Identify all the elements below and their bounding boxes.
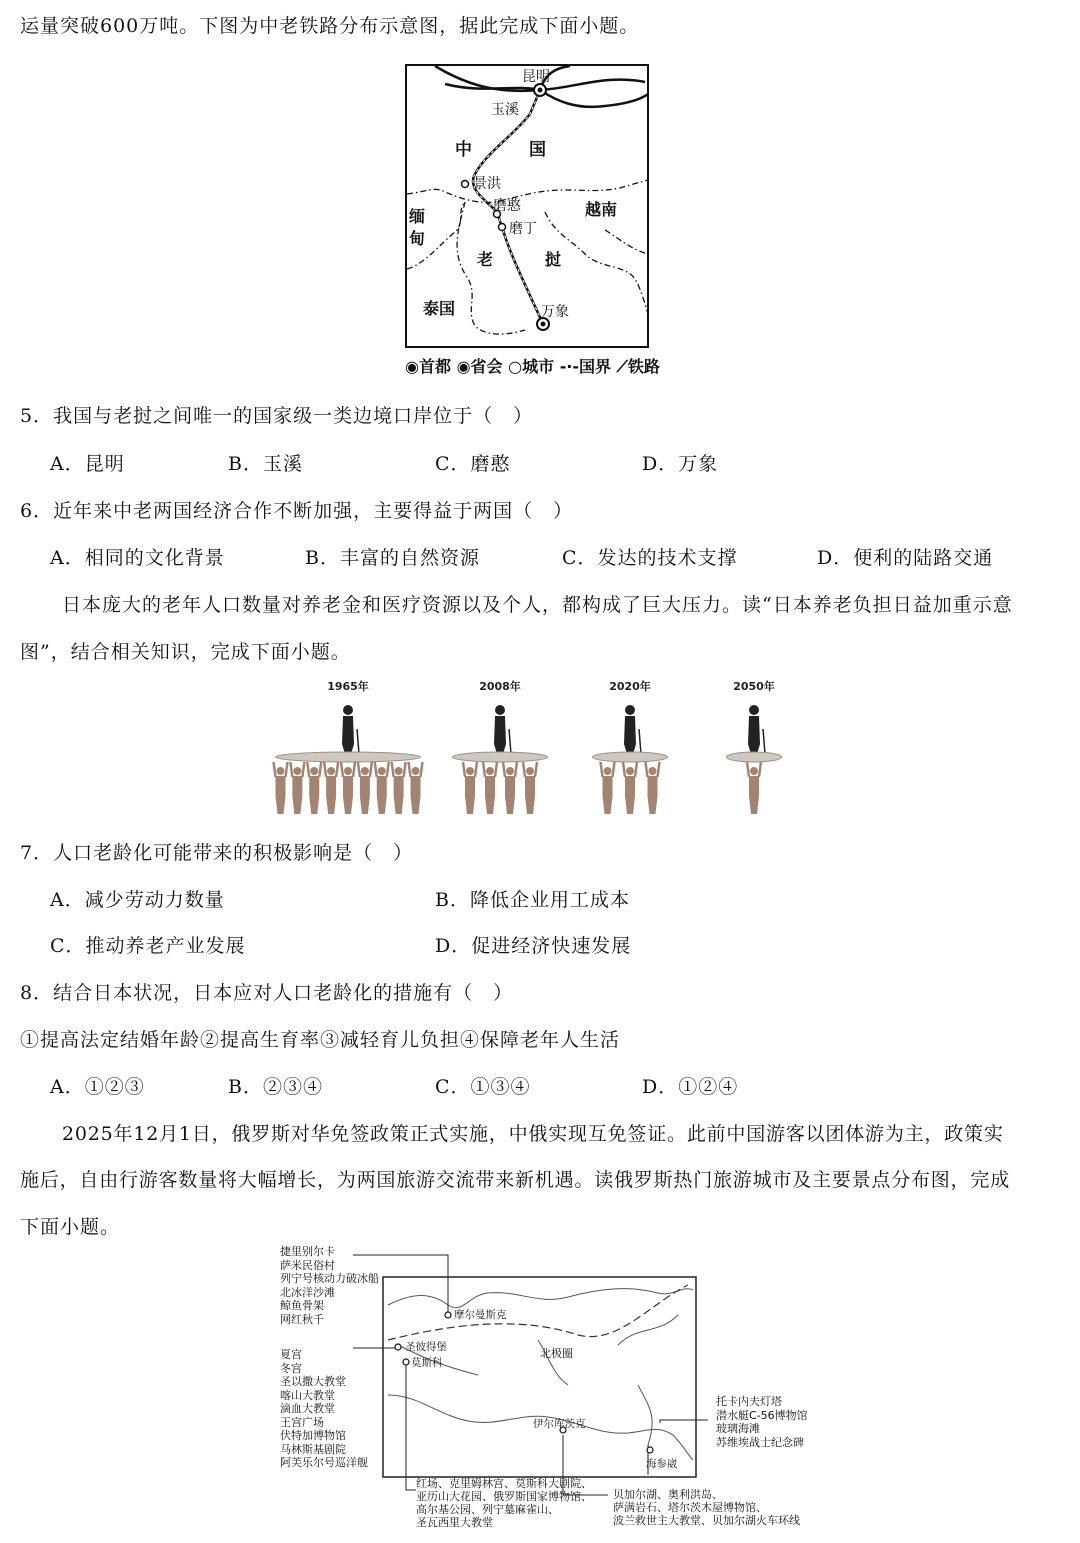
china-laos-railway-map [405,64,650,349]
elder-cane [639,729,641,754]
stpetersburg-sight-item: 伏特加博物馆 [280,1429,346,1442]
supporter-body [749,776,759,814]
q5-option-a[interactable]: A．昆明 [50,453,125,475]
supporter-arm [324,762,326,777]
murmansk-sight-item: 列宁号核动力破冰船 [280,1272,379,1285]
label-laos-1: 老 [477,250,494,269]
q6-option-d[interactable]: D．便利的陆路交通 [817,547,994,569]
q7-option-a[interactable]: A．减少劳动力数量 [50,889,225,911]
supporter-body [648,776,658,814]
railway-line-icon: ⟋ [616,357,628,376]
year-label: 1965年 [327,680,369,693]
elder-body [624,716,636,754]
legend-railway: 铁路 [627,357,660,376]
supporter-body [525,776,535,814]
supporter-body [394,776,404,814]
supporter-head [506,767,514,775]
intro-text: 运量突破600万吨。下图为中老铁路分布示意图，据此完成下面小题。 [20,15,640,37]
q7-option-d[interactable]: D．促进经济快速发展 [435,935,632,957]
japan-aging-burden-figure [270,674,790,819]
supporter-head [649,767,657,775]
supporter-body [292,776,302,814]
elder-head [749,705,759,715]
supporter-arm [646,762,648,777]
supporter-arm [475,762,477,777]
elder-cane [509,729,511,754]
supporter-body [326,776,336,814]
supporter-head [750,767,758,775]
stpetersburg-sight-item: 圣以撒大教堂 [280,1375,346,1388]
q6-stem: 6．近年来中老两国经济合作不断加强，主要得益于两国（ ） [20,500,574,522]
irkutsk-sight-item: 萨满岩石、塔尔茨木屋博物馆、 [613,1501,767,1514]
supporter-body [603,776,613,814]
label-boten: 磨丁 [509,221,537,237]
city-stpetersburg: 圣彼得堡 [405,1341,447,1353]
supporter-arm [341,762,343,777]
irkutsk-sight-item: 波兰救世主大教堂、贝加尔湖火车环线 [613,1514,800,1527]
supporter-arm [392,762,394,777]
supporter-head [412,767,420,775]
elder-body [494,716,506,754]
legend-capital: 首都 [418,357,451,376]
q8-option-c[interactable]: C．①③④ [435,1076,531,1098]
capital-icon: ◉ [405,357,419,376]
supporter-arm [523,762,525,777]
elder-body [748,716,760,754]
supporter-arm [503,762,505,777]
stpetersburg-sight-item: 阿芙乐尔号巡洋舰 [280,1456,368,1469]
supporter-body [485,776,495,814]
passage2-line1: 日本庞大的老年人口数量对养老金和医疗资源以及个人，都构成了巨大压力。读“日本养老负担日益加重示意 [62,594,1013,616]
vladivostok-sight-item: 托卡内夫灯塔 [716,1395,782,1408]
stpetersburg-sight-item: 夏宫 [280,1348,302,1361]
q7-option-b[interactable]: B．降低企业用工成本 [435,889,630,911]
year-label: 2050年 [733,680,775,693]
platform [593,752,668,762]
supporter-arm [495,762,497,777]
legend-provincial: 省会 [470,357,503,376]
murmansk-sights-list [280,1245,379,1326]
label-myanmar-2: 甸 [409,229,426,248]
supporter-head [626,767,634,775]
elder-body [342,716,354,754]
label-china-2: 国 [529,140,546,160]
supporter-head [327,767,335,775]
passage3-line3: 下面小题。 [20,1216,121,1238]
supporter-head [361,767,369,775]
elder-head [625,705,635,715]
city-moscow: 莫斯科 [411,1357,443,1369]
supporter-arm [387,762,389,777]
supporter-arm [623,762,625,777]
q8-stem: 8．结合日本状况，日本应对人口老龄化的措施有（ ） [20,982,514,1004]
supporter-arm [286,762,288,777]
moscow-sight-item: 圣瓦西里大教堂 [416,1516,493,1529]
murmansk-sight-item: 捷里别尔卡 [280,1245,335,1258]
supporter-head [466,767,474,775]
year-label: 2020年 [609,680,651,693]
stpetersburg-sight-item: 滴血大教堂 [280,1402,335,1415]
supporter-head [526,767,534,775]
supporter-arm [635,762,637,777]
moscow-sight-item: 高尔基公园、列宁墓麻雀山、 [416,1503,559,1516]
stpetersburg-sights-list [280,1348,368,1470]
supporter-head [277,767,285,775]
label-mohan: 磨憨 [493,198,521,214]
supporter-body [276,776,286,814]
label-jinghong: 景洪 [473,176,501,192]
elder-head [343,705,353,715]
platform [453,752,548,762]
supporter-arm [421,762,423,777]
supporter-body [377,776,387,814]
passage2-line2: 图”，结合相关知识，完成下面小题。 [20,641,351,663]
label-arctic-circle: 北极圈 [540,1347,573,1360]
moscow-sights-list [416,1477,592,1529]
supporter-head [378,767,386,775]
supporter-body [309,776,319,814]
label-laos-2: 挝 [545,250,562,269]
legend-border: 国界 [579,357,612,376]
border-line-icon: -·- [559,357,580,376]
supporter-arm [515,762,517,777]
supporter-arm [358,762,360,777]
murmansk-sight-item: 鲸鱼骨架 [280,1299,324,1312]
label-kunming: 昆明 [522,69,550,85]
q5-stem: 5．我国与老挝之间唯一的国家级一类边境口岸位于（ ） [20,405,534,427]
q6-option-b[interactable]: B．丰富的自然资源 [305,547,480,569]
supporter-arm [375,762,377,777]
passage3-line2: 施后，自由行游客数量将大幅增长，为两国旅游交流带来新机遇。读俄罗斯热门旅游城市及主要景点分布图，完成 [20,1169,1011,1191]
supporter-body [343,776,353,814]
q8-option-a[interactable]: A．①②③ [50,1076,145,1098]
city-vladivostok: 海参崴 [646,1458,678,1470]
supporter-arm [601,762,603,777]
legend-city: 城市 [522,357,555,376]
supporter-body [625,776,635,814]
q5-option-c[interactable]: C．磨憨 [435,453,511,475]
murmansk-sight-item: 北冰洋沙滩 [280,1285,335,1299]
supporter-head [395,767,403,775]
supporter-head [344,767,352,775]
stpetersburg-sight-item: 马林斯基剧院 [280,1442,346,1456]
vladivostok-sight-item: 苏维埃战士纪念碑 [716,1435,804,1449]
supporter-arm [370,762,372,777]
supporter-arm [274,762,276,777]
q8-items: ①提高法定结婚年龄②提高生育率③减轻育儿负担④保障老年人生活 [20,1029,621,1051]
q7-stem: 7．人口老龄化可能带来的积极影响是（ ） [20,842,414,864]
q8-option-d[interactable]: D．①②④ [642,1076,739,1098]
vladivostok-sights-list [716,1395,808,1449]
irkutsk-sights-list [613,1488,800,1527]
murmansk-sight-item: 萨米民俗村 [280,1258,335,1272]
irkutsk-sight-item: 贝加尔湖、奥利洪岛、 [613,1488,723,1501]
label-vientiane: 万象 [541,304,569,320]
label-china-1: 中 [455,140,472,160]
year-label: 2008年 [479,680,521,693]
map-legend [405,355,685,379]
supporter-arm [319,762,321,777]
stpetersburg-sight-item: 王宫广场 [280,1415,324,1429]
elder-head [495,705,505,715]
supporter-arm [353,762,355,777]
supporter-arm [463,762,465,777]
platform [727,752,782,762]
passage3-line1: 2025年12月1日，俄罗斯对华免签政策正式实施，中俄实现互免签证。此前中国游客以团体游为主，政策实 [62,1123,1004,1145]
supporter-arm [747,762,749,777]
city-irkutsk: 伊尔库茨克 [533,1418,586,1430]
moscow-sight-item: 亚历山大花园、俄罗斯国家博物馆、 [416,1490,592,1503]
supporter-arm [302,762,304,777]
q5-option-d[interactable]: D．万象 [642,453,719,475]
elder-cane [763,729,765,754]
label-myanmar-1: 缅 [409,207,426,226]
supporter-arm [307,762,309,777]
supporter-arm [658,762,660,777]
q7-option-c[interactable]: C．推动养老产业发展 [50,935,246,957]
moscow-sight-item: 红场、克里姆林宫、莫斯科大剧院、 [416,1477,592,1490]
platform [276,752,421,762]
supporter-arm [613,762,615,777]
label-vietnam: 越南 [585,200,618,219]
supporter-arm [290,762,292,777]
supporter-arm [336,762,338,777]
supporter-arm [404,762,406,777]
supporter-body [360,776,370,814]
supporter-arm [483,762,485,777]
supporter-arm [535,762,537,777]
supporter-head [486,767,494,775]
supporter-head [293,767,301,775]
q6-option-a[interactable]: A．相同的文化背景 [50,547,225,569]
supporter-head [604,767,612,775]
label-thailand: 泰国 [423,299,456,318]
supporter-arm [409,762,411,777]
q6-option-c[interactable]: C．发达的技术支撑 [562,547,738,569]
murmansk-sight-item: 网红秋千 [280,1312,324,1326]
supporter-body [411,776,421,814]
city-icon: ○ [508,357,523,376]
provincial-capital-icon: ◉ [456,357,471,376]
q5-option-b[interactable]: B．玉溪 [228,453,303,475]
russia-tourism-map [278,1245,818,1530]
stpetersburg-sight-item: 喀山大教堂 [280,1388,335,1402]
supporter-head [310,767,318,775]
label-yuxi: 玉溪 [491,102,519,118]
q8-option-b[interactable]: B．②③④ [228,1076,323,1098]
supporter-arm [759,762,761,777]
supporter-body [465,776,475,814]
city-murmansk: 摩尔曼斯克 [454,1309,507,1321]
vladivostok-sight-item: 潜水艇C-56博物馆 [716,1408,808,1422]
vladivostok-sight-item: 玻璃海滩 [716,1422,760,1435]
supporter-body [505,776,515,814]
stpetersburg-sight-item: 冬宫 [280,1361,302,1375]
elder-cane [357,729,359,754]
